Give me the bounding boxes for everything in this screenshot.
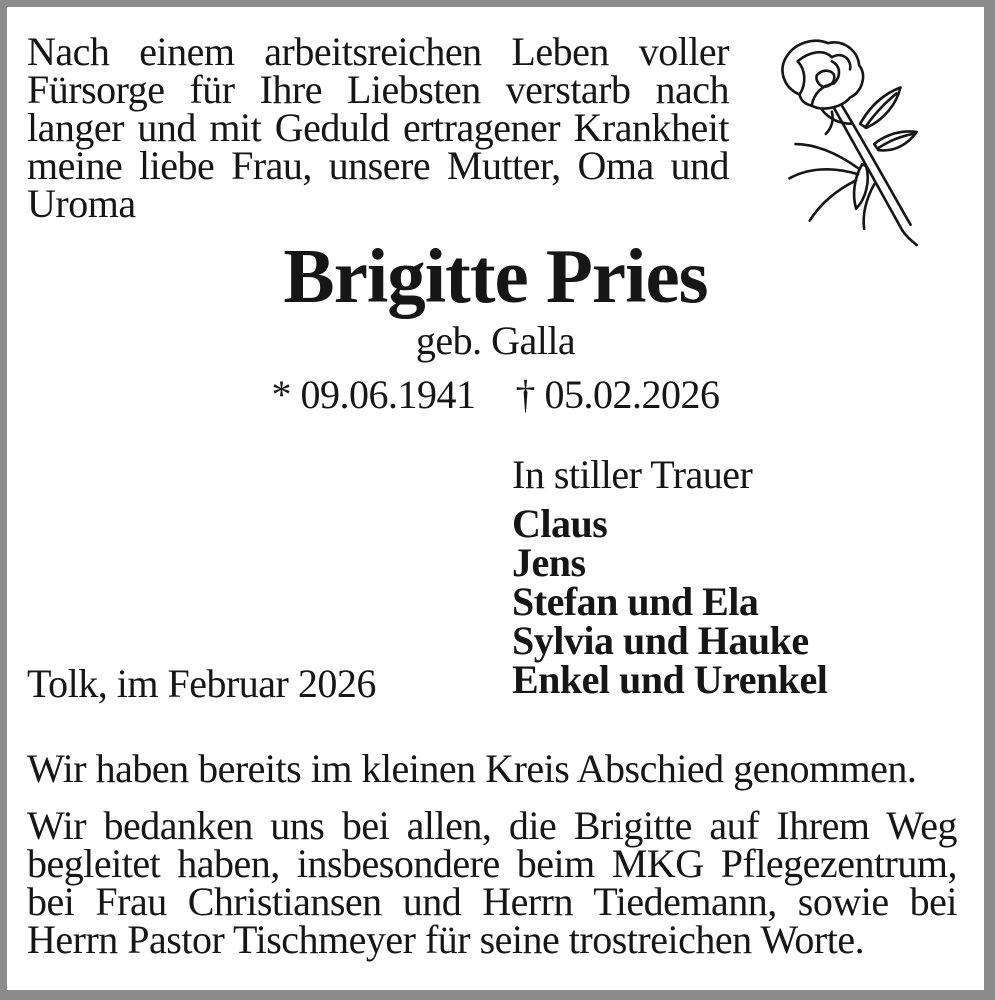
mourner-line: Sylvia und Hauke bbox=[512, 618, 809, 663]
maiden-name: geb. Galla bbox=[415, 318, 576, 363]
intro-paragraph bbox=[27, 29, 729, 226]
death-date: 05.02.2026 bbox=[544, 372, 720, 417]
mourner-line: Enkel und Urenkel bbox=[512, 657, 828, 702]
thanks-line: begleitet haben, insbesondere beim MKG Pflegezentrum, bbox=[27, 841, 957, 886]
farewell-line: Wir haben bereits im kleinen Kreis Abschied genommen. bbox=[27, 746, 917, 791]
intro-line: meine liebe Frau, unsere Mutter, Oma und bbox=[27, 143, 729, 188]
mourner-line: Jens bbox=[512, 540, 586, 585]
intro-line: langer und mit Geduld ertragener Krankheit bbox=[27, 105, 729, 150]
mourning-heading: In stiller Trauer bbox=[512, 452, 753, 497]
thanks-line: Wir bedanken uns bei allen, die Brigitte auf Ihrem Weg bbox=[27, 803, 957, 848]
death-dagger-symbol: † bbox=[515, 372, 535, 417]
birth-date: 09.06.1941 bbox=[300, 372, 476, 417]
mourner-line: Stefan und Ela bbox=[512, 579, 759, 624]
thanks-line: Herrn Pastor Tischmeyer für seine trostreichen Worte. bbox=[27, 917, 865, 962]
thanks-paragraph bbox=[27, 803, 957, 962]
deceased-name: Brigitte Pries bbox=[283, 233, 708, 319]
intro-line: Fürsorge für Ihre Liebsten verstarb nach bbox=[27, 67, 729, 112]
intro-line: Uroma bbox=[27, 181, 136, 226]
birth-date-group bbox=[272, 372, 476, 417]
life-dates bbox=[7, 372, 984, 417]
thanks-line: bei Frau Christiansen und Herrn Tiedemann, sowie bei bbox=[27, 879, 957, 924]
place-date-line: Tolk, im Februar 2026 bbox=[27, 661, 376, 706]
rose-icon bbox=[761, 31, 933, 253]
mourner-line: Claus bbox=[512, 501, 608, 546]
death-date-group bbox=[516, 372, 720, 417]
birth-star-symbol: * bbox=[271, 372, 291, 417]
intro-line: Nach einem arbeitsreichen Leben voller bbox=[27, 29, 729, 74]
mourning-section bbox=[512, 452, 828, 702]
